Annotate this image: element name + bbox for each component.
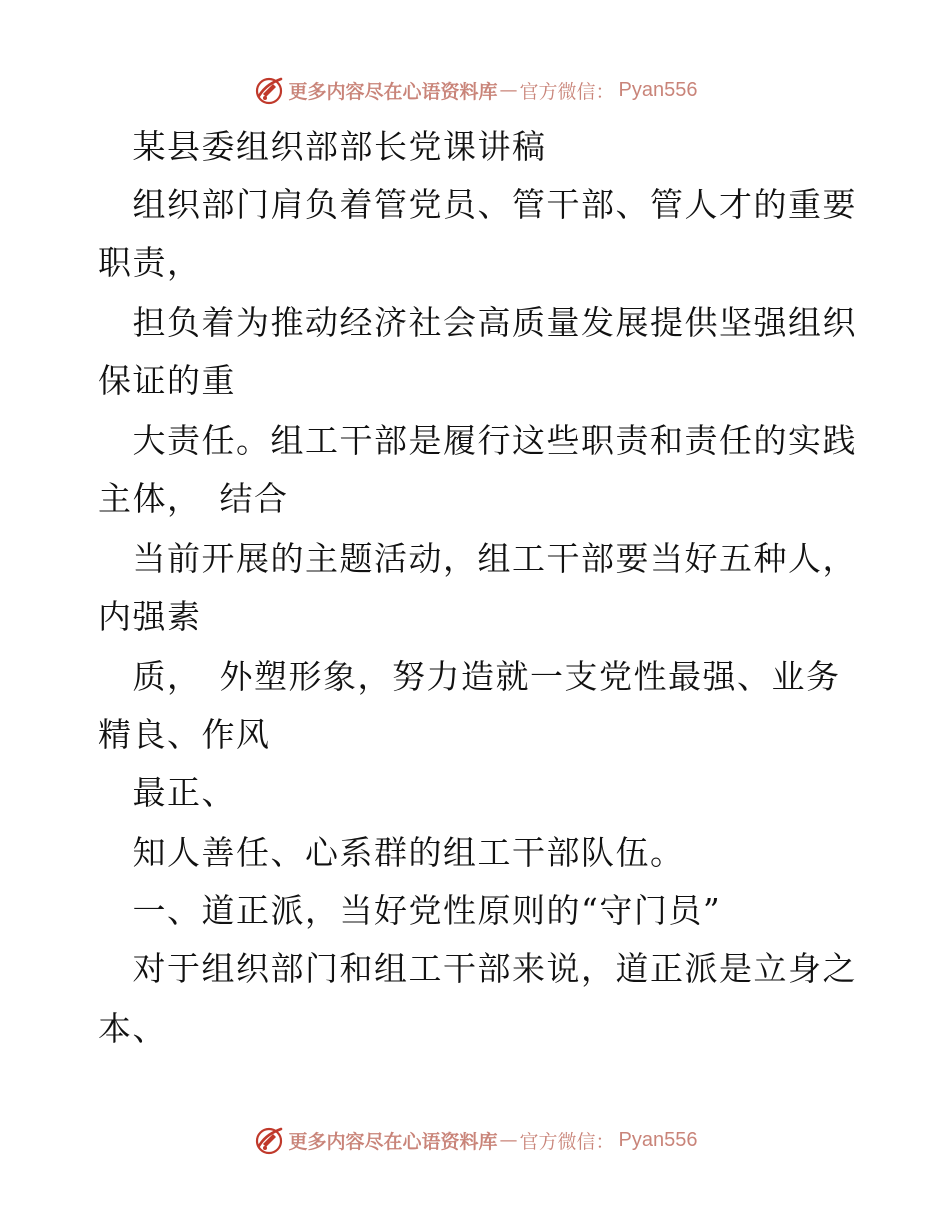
banner-slogan: 更多内容尽在心语资料库 bbox=[288, 80, 498, 103]
document-line: 对于组织部门和组工干部来说，道正派是立身之 bbox=[98, 949, 857, 988]
document-line: 担负着为推动经济社会高质量发展提供坚强组织 bbox=[98, 303, 857, 342]
banner-dash: — bbox=[499, 79, 518, 101]
banner-slogan: 更多内容尽在心语资料库 bbox=[288, 1130, 498, 1153]
banner-wechat-id: Pyan556 bbox=[618, 78, 698, 101]
document-line: 当前开展的主题活动，组工干部要当好五种人， bbox=[98, 539, 857, 578]
document-line: 主体， 结合 bbox=[98, 479, 289, 518]
document-line: 质， 外塑形象，努力造就一支党性最强、业务 bbox=[98, 657, 841, 696]
document-line: 精良、作风 bbox=[98, 715, 271, 754]
title-line: 某县委组织部部长党课讲稿 bbox=[98, 127, 547, 166]
document-line: 组织部门肩负着管党员、管干部、管人才的重要 bbox=[98, 185, 857, 224]
document-line: 知人善任、心系群的组工干部队伍。 bbox=[98, 833, 685, 872]
document-line: 职责， bbox=[98, 243, 202, 282]
header-banner bbox=[0, 70, 950, 110]
banner-wechat-label: 官方微信： bbox=[519, 1130, 615, 1153]
banner-wechat-label: 官方微信： bbox=[519, 80, 615, 103]
pen-logo-icon bbox=[253, 74, 285, 106]
pen-logo-icon bbox=[253, 1124, 285, 1156]
footer-banner bbox=[0, 1120, 950, 1160]
document-line: 保证的重 bbox=[98, 361, 236, 400]
document-line: 最正、 bbox=[98, 773, 236, 812]
banner-wechat-id: Pyan556 bbox=[618, 1128, 698, 1151]
banner-dash: — bbox=[499, 1129, 518, 1151]
document-line: 本、 bbox=[98, 1009, 167, 1048]
document-line: 内强素 bbox=[98, 597, 202, 636]
document-line: 大责任。组工干部是履行这些职责和责任的实践 bbox=[98, 421, 857, 460]
section-heading: 一、道正派，当好党性原则的“守门员” bbox=[98, 891, 722, 930]
